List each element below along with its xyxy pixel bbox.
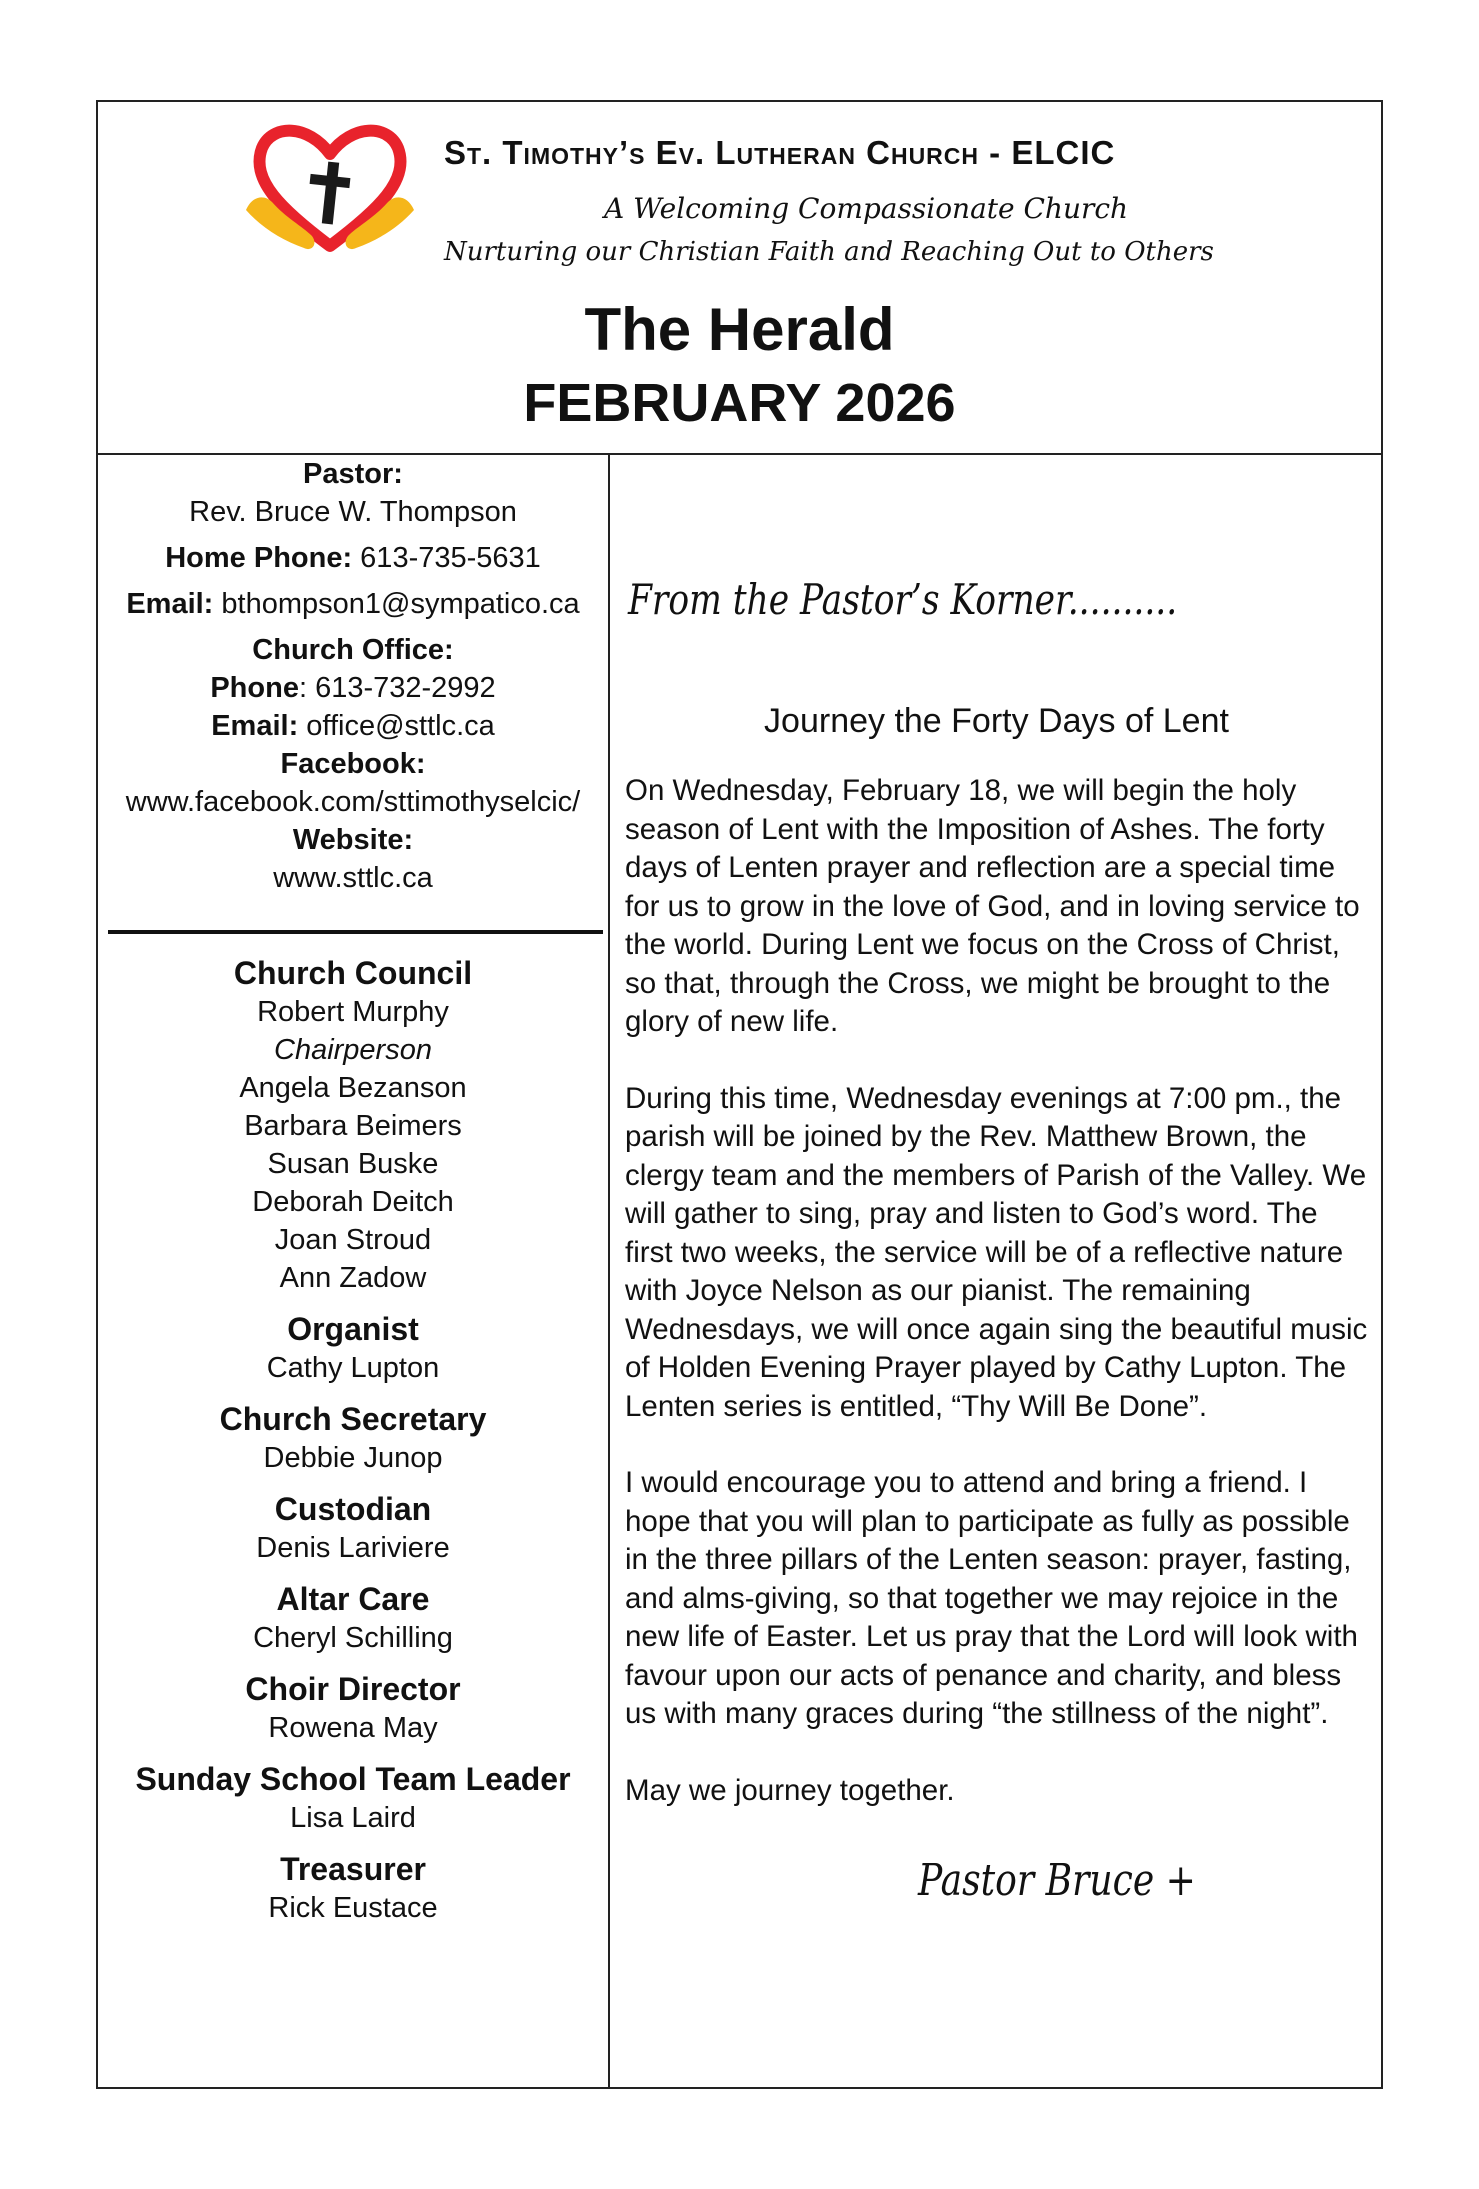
tagline-welcoming: A Welcoming Compassionate Church <box>604 192 1129 225</box>
article-paragraph: During this time, Wednesday evenings at 7:00 pm., the parish will be joined by the Rev. Matthew Brown, the clergy team and the members of Parish of the Valley. We will gather to sing, pray and listen to God’s word. The first two weeks, the service will be of a reflective nature with Joyce Nelson as our pianist. The remaining Wednesdays, we will once again sing the beautiful music of Holden Evening Prayer played by Cathy Lupton. The Lenten series is entitled, “Thy Will Be Done”. <box>625 1081 1368 1423</box>
office-email-label: Email: <box>211 710 299 742</box>
choir-director-name: Rowena May <box>268 1712 438 1744</box>
secretary-label: Church Secretary <box>219 1401 487 1437</box>
pastor-email-value: bthompson1@sympatico.ca <box>213 588 580 620</box>
website-url: www.sttlc.ca <box>273 862 433 894</box>
pastor-email-label: Email: <box>126 588 214 620</box>
organist-label: Organist <box>287 1311 419 1347</box>
sunday-school-name: Lisa Laird <box>290 1802 416 1834</box>
altar-care-label: Altar Care <box>276 1581 430 1617</box>
church-name: St. Timothy’s Ev. Lutheran Church - ELCIC <box>444 134 1116 171</box>
council-member: Joan Stroud <box>274 1224 432 1256</box>
masthead <box>98 102 1381 455</box>
sunday-school-label: Sunday School Team Leader <box>135 1761 571 1797</box>
sidebar <box>98 455 610 2089</box>
office-phone-line <box>98 669 608 707</box>
custodian-name: Denis Lariviere <box>256 1532 450 1564</box>
office-phone-label: Phone <box>210 672 299 704</box>
newsletter-page <box>96 100 1383 2089</box>
council-member: Barbara Beimers <box>244 1110 462 1142</box>
custodian-label: Custodian <box>274 1491 432 1527</box>
article-heading: From the Pastor’s Korner.......... <box>628 575 1178 624</box>
home-phone-label: Home Phone: <box>165 542 353 574</box>
newsletter-title: The Herald <box>584 296 895 363</box>
treasurer-name: Rick Eustace <box>268 1892 438 1924</box>
pastor-article <box>610 455 1383 2089</box>
council-member: Ann Zadow <box>279 1262 427 1294</box>
council-label: Church Council <box>233 955 473 991</box>
pastor-label: Pastor: <box>303 458 403 490</box>
council-member: Deborah Deitch <box>252 1186 454 1218</box>
facebook-url: www.facebook.com/sttimothyselcic/ <box>125 786 581 818</box>
contact-info <box>98 455 608 897</box>
council-chair: Robert Murphy <box>257 996 449 1028</box>
article-paragraph: I would encourage you to attend and bring a friend. I hope that you will plan to participate as fully as possible in the three pillars of the Lenten season: prayer, fasting, and alms-giving, so that together we may rejoice in the new life of Easter. Let us pray that the Lord will look with favour upon our acts of penance and charity, and bless us with many graces during “the stillness of the night”. <box>625 1466 1358 1730</box>
article-paragraph: On Wednesday, February 18, we will begin the holy season of Lent with the Imposition of Ashes. The forty days of Lenten prayer and reflection are a special time for us to grow in the love of God, and in loving service to the world. During Lent we focus on the Cross of Christ, so that, through the Cross, we might be brought to the glory of new life. <box>625 774 1360 1038</box>
article-paragraph: May we journey together. <box>625 1773 955 1807</box>
office-phone-value: : 613-732-2992 <box>298 672 496 704</box>
article-body <box>625 772 1370 1848</box>
website-label: Website: <box>292 824 414 856</box>
pastor-name: Rev. Bruce W. Thompson <box>189 496 517 528</box>
office-email-value: office@sttlc.ca <box>298 710 495 742</box>
home-phone-value: 613-735-5631 <box>352 542 541 574</box>
secretary-name: Debbie Junop <box>263 1442 443 1474</box>
staff-roster <box>98 953 608 1927</box>
organist-name: Cathy Lupton <box>266 1352 440 1384</box>
sidebar-divider <box>108 930 603 934</box>
altar-care-name: Cheryl Schilling <box>253 1622 453 1654</box>
chair-title: Chairperson <box>274 1034 432 1066</box>
home-phone-line <box>98 539 608 577</box>
tagline-nurturing: Nurturing our Christian Faith and Reaching Out to Others <box>444 237 1214 267</box>
pastor-signature: Pastor Bruce + <box>918 1855 1196 1906</box>
pastor-email-line <box>98 585 608 623</box>
choir-director-label: Choir Director <box>245 1671 461 1707</box>
council-member: Angela Bezanson <box>239 1072 467 1104</box>
heart-cross-hands-logo-icon <box>242 118 418 258</box>
treasurer-label: Treasurer <box>280 1851 426 1887</box>
office-email-line <box>98 707 608 745</box>
church-office-label: Church Office: <box>252 634 454 666</box>
article-subheading: Journey the Forty Days of Lent <box>764 702 1229 740</box>
issue-date: FEBRUARY 2026 <box>523 373 956 433</box>
facebook-label: Facebook: <box>280 748 426 780</box>
council-member: Susan Buske <box>267 1148 439 1180</box>
